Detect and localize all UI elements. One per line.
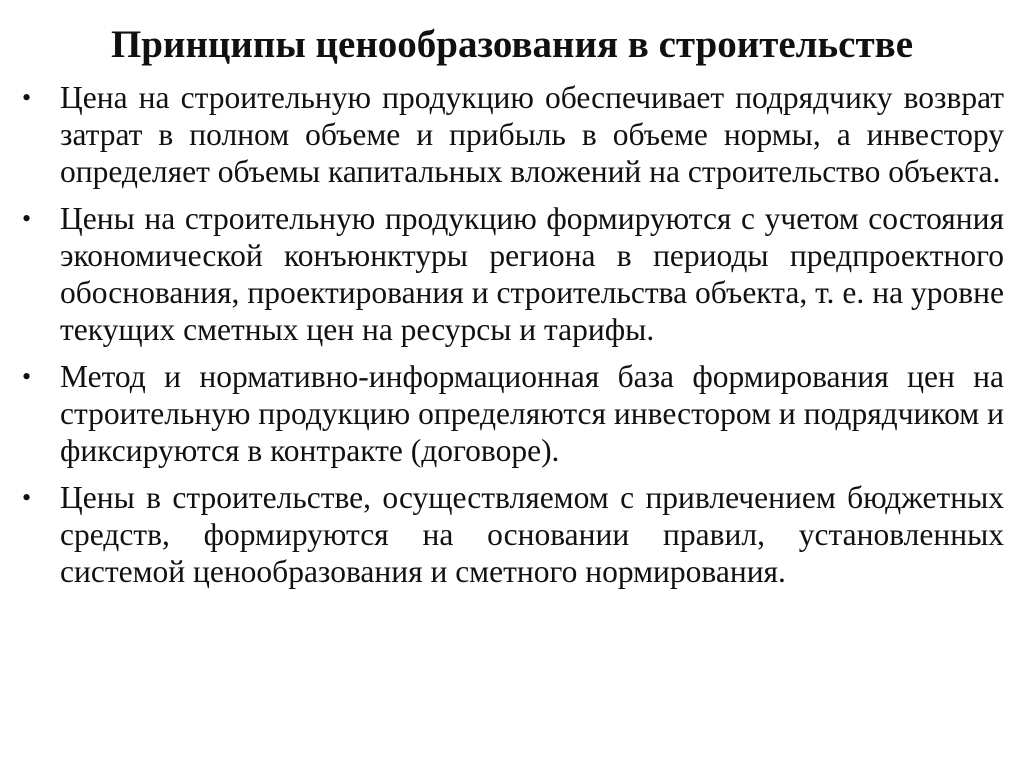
bullet-text: Цены в строительстве, осуществляемом с привлечением бюджетных средств, формируются на основании правил, установленных системой ценообразования и сметного нормирования. [60, 480, 1004, 589]
bullet-text: Цена на строительную продукцию обеспечивает подрядчику возврат затрат в полном объеме и прибыль в объеме нормы, а инвестору определяет объемы капитальных вложений на строительство объекта. [60, 80, 1004, 189]
bullet-item [18, 79, 1004, 190]
bullet-dot-icon: • [22, 362, 32, 391]
bullet-dot-icon: • [22, 483, 32, 512]
bullet-item [18, 358, 1004, 469]
bullet-list [18, 79, 1004, 600]
bullet-item [18, 479, 1004, 590]
slide-title: Принципы ценообразования в строительстве [110, 23, 914, 66]
bullet-item [18, 200, 1004, 348]
bullet-dot-icon: • [22, 204, 32, 233]
bullet-dot-icon: • [22, 83, 32, 112]
bullet-text: Цены на строительную продукцию формируются с учетом состояния экономической конъюнктуры региона в периоды предпроектного обоснования, проектирования и строительства объекта, т. е. на уровне текущих сметных цен на ресурсы и тарифы. [60, 201, 1004, 347]
bullet-text: Метод и нормативно-информационная база формирования цен на строительную продукцию определяются инвестором и подрядчиком и фиксируются в контракте (договоре). [60, 359, 1004, 468]
